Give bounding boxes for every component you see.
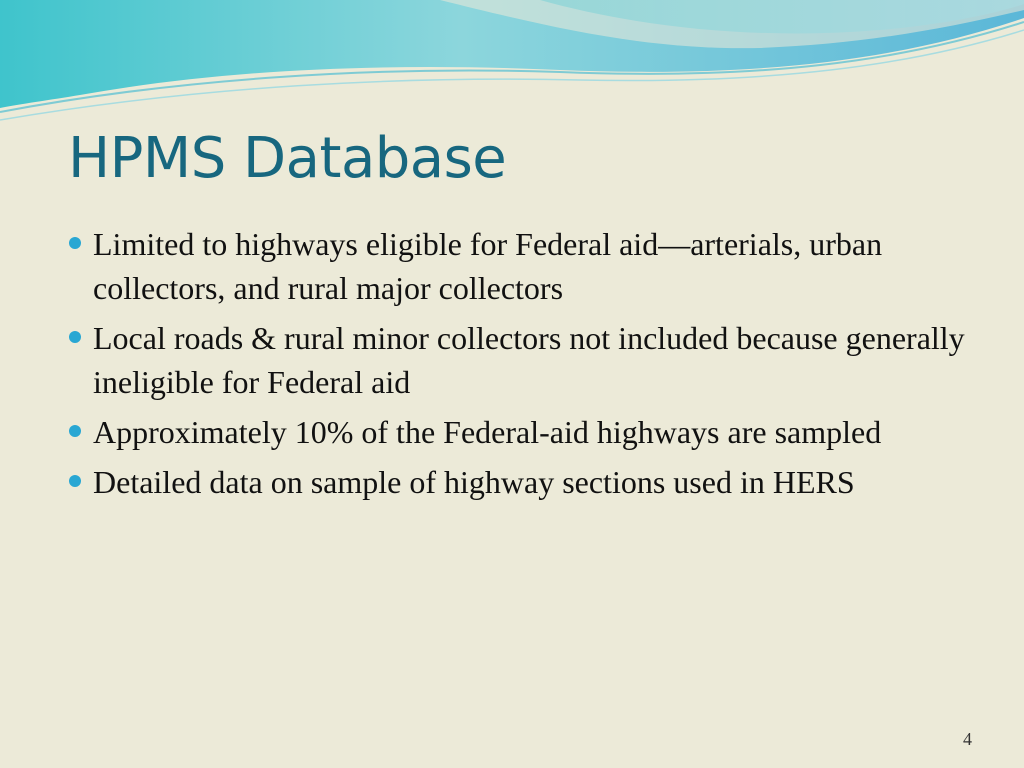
bullet-text: Local roads & rural minor collectors not included because generally ineligible for Federal aid — [93, 320, 965, 400]
page-number: 4 — [963, 729, 972, 749]
bullet-text: Detailed data on sample of highway sections used in HERS — [93, 464, 855, 500]
bullet-list — [68, 222, 968, 510]
bullet-text: Limited to highways eligible for Federal aid—arterials, urban collectors, and rural major collectors — [93, 226, 883, 306]
bullet-item — [68, 222, 968, 310]
bullet-dot-icon — [69, 475, 81, 487]
bullet-dot-icon — [69, 331, 81, 343]
bullet-text: Approximately 10% of the Federal-aid highways are sampled — [93, 414, 882, 450]
bullet-item — [68, 316, 968, 404]
bullet-item — [68, 460, 968, 504]
bullet-item — [68, 410, 968, 454]
slide-title: HPMS Database — [68, 126, 507, 191]
bullet-dot-icon — [69, 425, 81, 437]
header-wave-decoration — [0, 0, 1024, 130]
bullet-dot-icon — [69, 237, 81, 249]
